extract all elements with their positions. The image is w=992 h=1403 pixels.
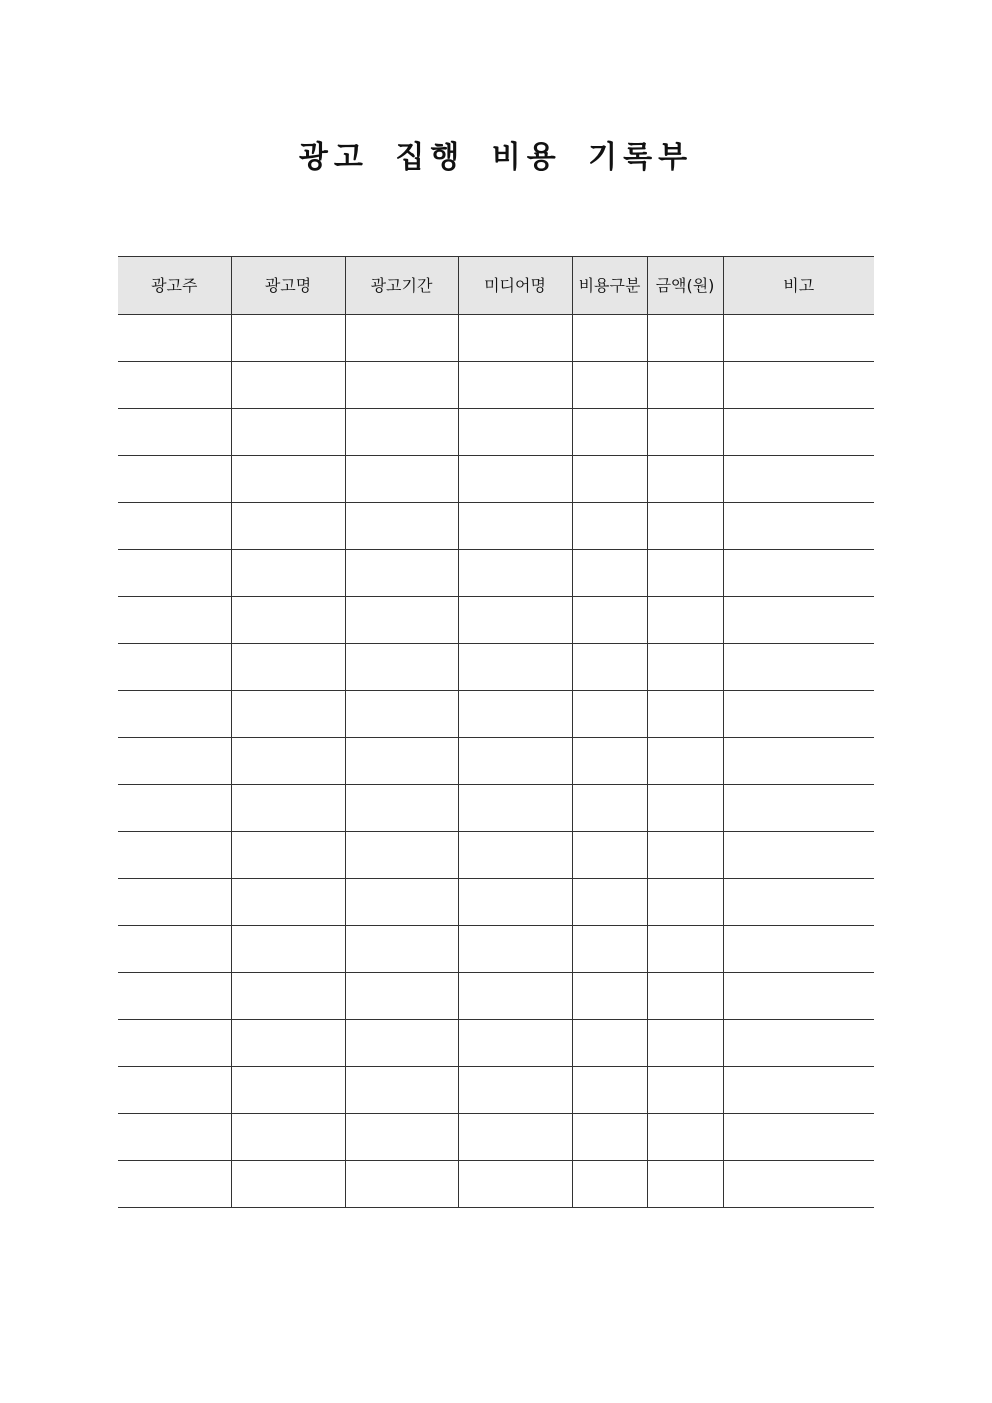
table-cell[interactable] <box>118 597 231 644</box>
table-cell[interactable] <box>723 503 874 550</box>
table-cell[interactable] <box>231 409 345 456</box>
table-cell[interactable] <box>723 691 874 738</box>
table-cell[interactable] <box>345 315 458 362</box>
table-cell[interactable] <box>723 973 874 1020</box>
table-cell[interactable] <box>572 691 647 738</box>
table-cell[interactable] <box>572 644 647 691</box>
table-cell[interactable] <box>458 362 572 409</box>
table-row <box>118 1020 874 1067</box>
table-cell[interactable] <box>647 1067 723 1114</box>
table-cell[interactable] <box>647 973 723 1020</box>
table-cell[interactable] <box>572 597 647 644</box>
header-ad-name: 광고명 <box>231 257 345 315</box>
table-cell[interactable] <box>723 315 874 362</box>
table-cell[interactable] <box>572 973 647 1020</box>
table-cell[interactable] <box>572 926 647 973</box>
table-cell[interactable] <box>231 738 345 785</box>
table-cell[interactable] <box>723 409 874 456</box>
table-cell[interactable] <box>723 597 874 644</box>
table-cell[interactable] <box>345 409 458 456</box>
table-cell[interactable] <box>345 832 458 879</box>
table-cell[interactable] <box>458 879 572 926</box>
table-cell[interactable] <box>458 1114 572 1161</box>
table-cell[interactable] <box>458 550 572 597</box>
table-row <box>118 785 874 832</box>
table-cell[interactable] <box>345 691 458 738</box>
table-cell[interactable] <box>458 315 572 362</box>
table-row <box>118 738 874 785</box>
table-cell[interactable] <box>723 550 874 597</box>
table-row <box>118 973 874 1020</box>
table-row <box>118 503 874 550</box>
table-cell[interactable] <box>118 550 231 597</box>
table-cell[interactable] <box>345 973 458 1020</box>
table-cell[interactable] <box>647 644 723 691</box>
table-cell[interactable] <box>345 1114 458 1161</box>
header-advertiser: 광고주 <box>118 257 231 315</box>
table-cell[interactable] <box>647 456 723 503</box>
table-cell[interactable] <box>723 456 874 503</box>
table-cell[interactable] <box>231 597 345 644</box>
table-cell[interactable] <box>458 973 572 1020</box>
table-cell[interactable] <box>458 503 572 550</box>
table-cell[interactable] <box>723 785 874 832</box>
table-cell[interactable] <box>345 644 458 691</box>
table-cell[interactable] <box>345 1161 458 1208</box>
table-cell[interactable] <box>231 456 345 503</box>
header-amount: 금액(원) <box>647 257 723 315</box>
table-cell[interactable] <box>231 362 345 409</box>
table-row <box>118 315 874 362</box>
table-cell[interactable] <box>572 785 647 832</box>
table-cell[interactable] <box>647 785 723 832</box>
table-cell[interactable] <box>118 503 231 550</box>
table-cell[interactable] <box>458 738 572 785</box>
table-cell[interactable] <box>118 691 231 738</box>
table-cell[interactable] <box>647 597 723 644</box>
table-cell[interactable] <box>231 926 345 973</box>
table-cell[interactable] <box>458 1020 572 1067</box>
table-cell[interactable] <box>345 550 458 597</box>
table-row <box>118 550 874 597</box>
table-cell[interactable] <box>345 456 458 503</box>
table-cell[interactable] <box>572 1020 647 1067</box>
table-cell[interactable] <box>647 315 723 362</box>
table-cell[interactable] <box>345 738 458 785</box>
table-cell[interactable] <box>231 1114 345 1161</box>
table-cell[interactable] <box>118 456 231 503</box>
table-body <box>118 315 874 1208</box>
table-cell[interactable] <box>231 1161 345 1208</box>
table-cell[interactable] <box>345 926 458 973</box>
table-cell[interactable] <box>647 503 723 550</box>
table-cell[interactable] <box>118 409 231 456</box>
header-ad-period: 광고기간 <box>345 257 458 315</box>
table-cell[interactable] <box>118 785 231 832</box>
table-cell[interactable] <box>458 785 572 832</box>
table-cell[interactable] <box>647 691 723 738</box>
header-remarks: 비고 <box>723 257 874 315</box>
table-cell[interactable] <box>231 1020 345 1067</box>
table-cell[interactable] <box>647 362 723 409</box>
table-cell[interactable] <box>647 409 723 456</box>
table-cell[interactable] <box>572 362 647 409</box>
table-row <box>118 597 874 644</box>
table-cell[interactable] <box>231 879 345 926</box>
table-cell[interactable] <box>345 1020 458 1067</box>
ad-expense-table <box>118 256 874 1208</box>
table-cell[interactable] <box>723 644 874 691</box>
table-cell[interactable] <box>118 832 231 879</box>
table-row <box>118 832 874 879</box>
table-row <box>118 456 874 503</box>
table-cell[interactable] <box>231 1067 345 1114</box>
table-cell[interactable] <box>118 973 231 1020</box>
table-cell[interactable] <box>723 1161 874 1208</box>
table-cell[interactable] <box>231 550 345 597</box>
table-cell[interactable] <box>723 879 874 926</box>
table-row <box>118 409 874 456</box>
table-cell[interactable] <box>118 1114 231 1161</box>
table-row <box>118 1067 874 1114</box>
table-cell[interactable] <box>572 1161 647 1208</box>
table-cell[interactable] <box>231 785 345 832</box>
table-cell[interactable] <box>345 503 458 550</box>
table-cell[interactable] <box>458 644 572 691</box>
table-cell[interactable] <box>572 315 647 362</box>
table-cell[interactable] <box>572 879 647 926</box>
table-cell[interactable] <box>647 738 723 785</box>
table-cell[interactable] <box>572 550 647 597</box>
table-cell[interactable] <box>647 832 723 879</box>
table-cell[interactable] <box>345 362 458 409</box>
table-cell[interactable] <box>572 738 647 785</box>
table-cell[interactable] <box>345 785 458 832</box>
table-row <box>118 879 874 926</box>
table-cell[interactable] <box>572 409 647 456</box>
table-cell[interactable] <box>572 503 647 550</box>
table-cell[interactable] <box>572 1114 647 1161</box>
table-cell[interactable] <box>231 503 345 550</box>
table-cell[interactable] <box>231 644 345 691</box>
table-cell[interactable] <box>345 879 458 926</box>
header-media-name: 미디어명 <box>458 257 572 315</box>
table-cell[interactable] <box>458 832 572 879</box>
table-cell[interactable] <box>723 1114 874 1161</box>
table-cell[interactable] <box>118 1020 231 1067</box>
table-cell[interactable] <box>458 1161 572 1208</box>
table-cell[interactable] <box>458 1067 572 1114</box>
table-cell[interactable] <box>647 550 723 597</box>
table-cell[interactable] <box>723 926 874 973</box>
table-cell[interactable] <box>118 879 231 926</box>
table-cell[interactable] <box>118 926 231 973</box>
table-cell[interactable] <box>118 315 231 362</box>
table-cell[interactable] <box>231 315 345 362</box>
table-cell[interactable] <box>458 456 572 503</box>
table-row <box>118 362 874 409</box>
table-cell[interactable] <box>647 879 723 926</box>
table-cell[interactable] <box>118 362 231 409</box>
table-cell[interactable] <box>647 1114 723 1161</box>
table-cell[interactable] <box>572 1067 647 1114</box>
table-cell[interactable] <box>647 1161 723 1208</box>
table-cell[interactable] <box>723 362 874 409</box>
table-cell[interactable] <box>723 738 874 785</box>
table-row <box>118 926 874 973</box>
page-title: 광고 집행 비용 기록부 <box>298 140 694 175</box>
table-row <box>118 691 874 738</box>
table-row <box>118 644 874 691</box>
table-cell[interactable] <box>345 1067 458 1114</box>
table-cell[interactable] <box>723 832 874 879</box>
table-cell[interactable] <box>231 973 345 1020</box>
table-cell[interactable] <box>118 1161 231 1208</box>
table-cell[interactable] <box>458 926 572 973</box>
table-cell[interactable] <box>647 1020 723 1067</box>
table-cell[interactable] <box>572 456 647 503</box>
table-cell[interactable] <box>723 1020 874 1067</box>
table-cell[interactable] <box>458 409 572 456</box>
table-cell[interactable] <box>118 1067 231 1114</box>
table-cell[interactable] <box>231 832 345 879</box>
table-cell[interactable] <box>118 644 231 691</box>
table-cell[interactable] <box>572 832 647 879</box>
table-cell[interactable] <box>647 926 723 973</box>
table-cell[interactable] <box>723 1067 874 1114</box>
table-row <box>118 1161 874 1208</box>
table-cell[interactable] <box>458 597 572 644</box>
header-cost-type: 비용구분 <box>572 257 647 315</box>
table-cell[interactable] <box>231 691 345 738</box>
table-cell[interactable] <box>118 738 231 785</box>
table-header-row <box>118 257 874 315</box>
table-row <box>118 1114 874 1161</box>
table-cell[interactable] <box>345 597 458 644</box>
table-cell[interactable] <box>458 691 572 738</box>
